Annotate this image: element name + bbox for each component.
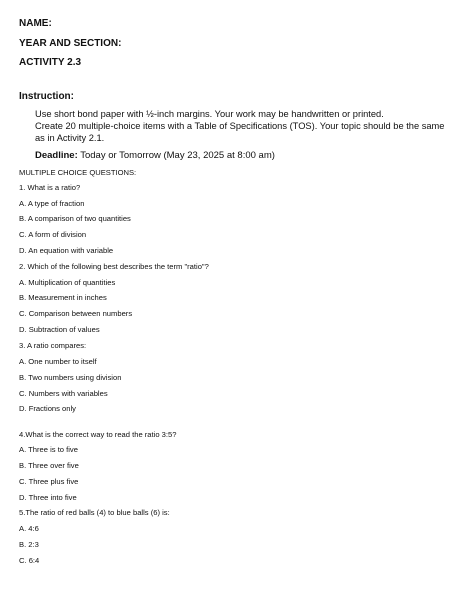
answer-option: D. Fractions only [19,404,76,413]
answer-option: C. Three plus five [19,477,79,486]
answer-option: A. Three is to five [19,445,78,454]
answer-option: B. A comparison of two quantities [19,214,131,223]
answer-option: D. Three into five [19,493,77,502]
year-section-label: YEAR AND SECTION: [19,38,122,49]
question-text: 4.What is the correct way to read the ratio 3:5? [19,430,177,439]
section-title: MULTIPLE CHOICE QUESTIONS: [19,168,137,177]
answer-option: D. An equation with variable [19,246,114,255]
question-text: 2. Which of the following best describes the term "ratio"? [19,262,209,271]
deadline [35,150,275,162]
answer-option: B. Two numbers using division [19,373,122,382]
name-label: NAME: [19,18,52,29]
instruction-line: Create 20 multiple-choice items with a Table of Specifications (TOS). Your topic should be the same [35,121,445,131]
answer-option: A. One number to itself [19,357,97,366]
answer-option: D. Subtraction of values [19,325,100,334]
answer-option: C. 6:4 [19,556,40,565]
instruction-label: Instruction: [19,91,74,102]
activity-title: ACTIVITY 2.3 [19,57,82,68]
deadline-label: Deadline: [35,150,78,161]
question-text: 3. A ratio compares: [19,341,87,350]
answer-option: B. 2:3 [19,540,39,549]
answer-option: C. Comparison between numbers [19,309,133,318]
answer-option: A. 4:6 [19,524,39,533]
answer-option: B. Three over five [19,461,79,470]
deadline-value: Today or Tomorrow (May 23, 2025 at 8:00 am) [77,150,275,161]
answer-option: C. Numbers with variables [19,389,108,398]
instruction-line: as in Activity 2.1. [35,133,105,143]
answer-option: A. A type of fraction [19,199,85,208]
question-text: 1. What is a ratio? [19,183,81,192]
question-text: 5.The ratio of red balls (4) to blue balls (6) is: [19,508,170,517]
answer-option: C. A form of division [19,230,87,239]
instruction-line: Use short bond paper with ½-inch margins. Your work may be handwritten or printed. [35,109,384,119]
answer-option: A. Multiplication of quantities [19,278,116,287]
instructions-body [35,108,465,144]
answer-option: B. Measurement in inches [19,293,107,302]
